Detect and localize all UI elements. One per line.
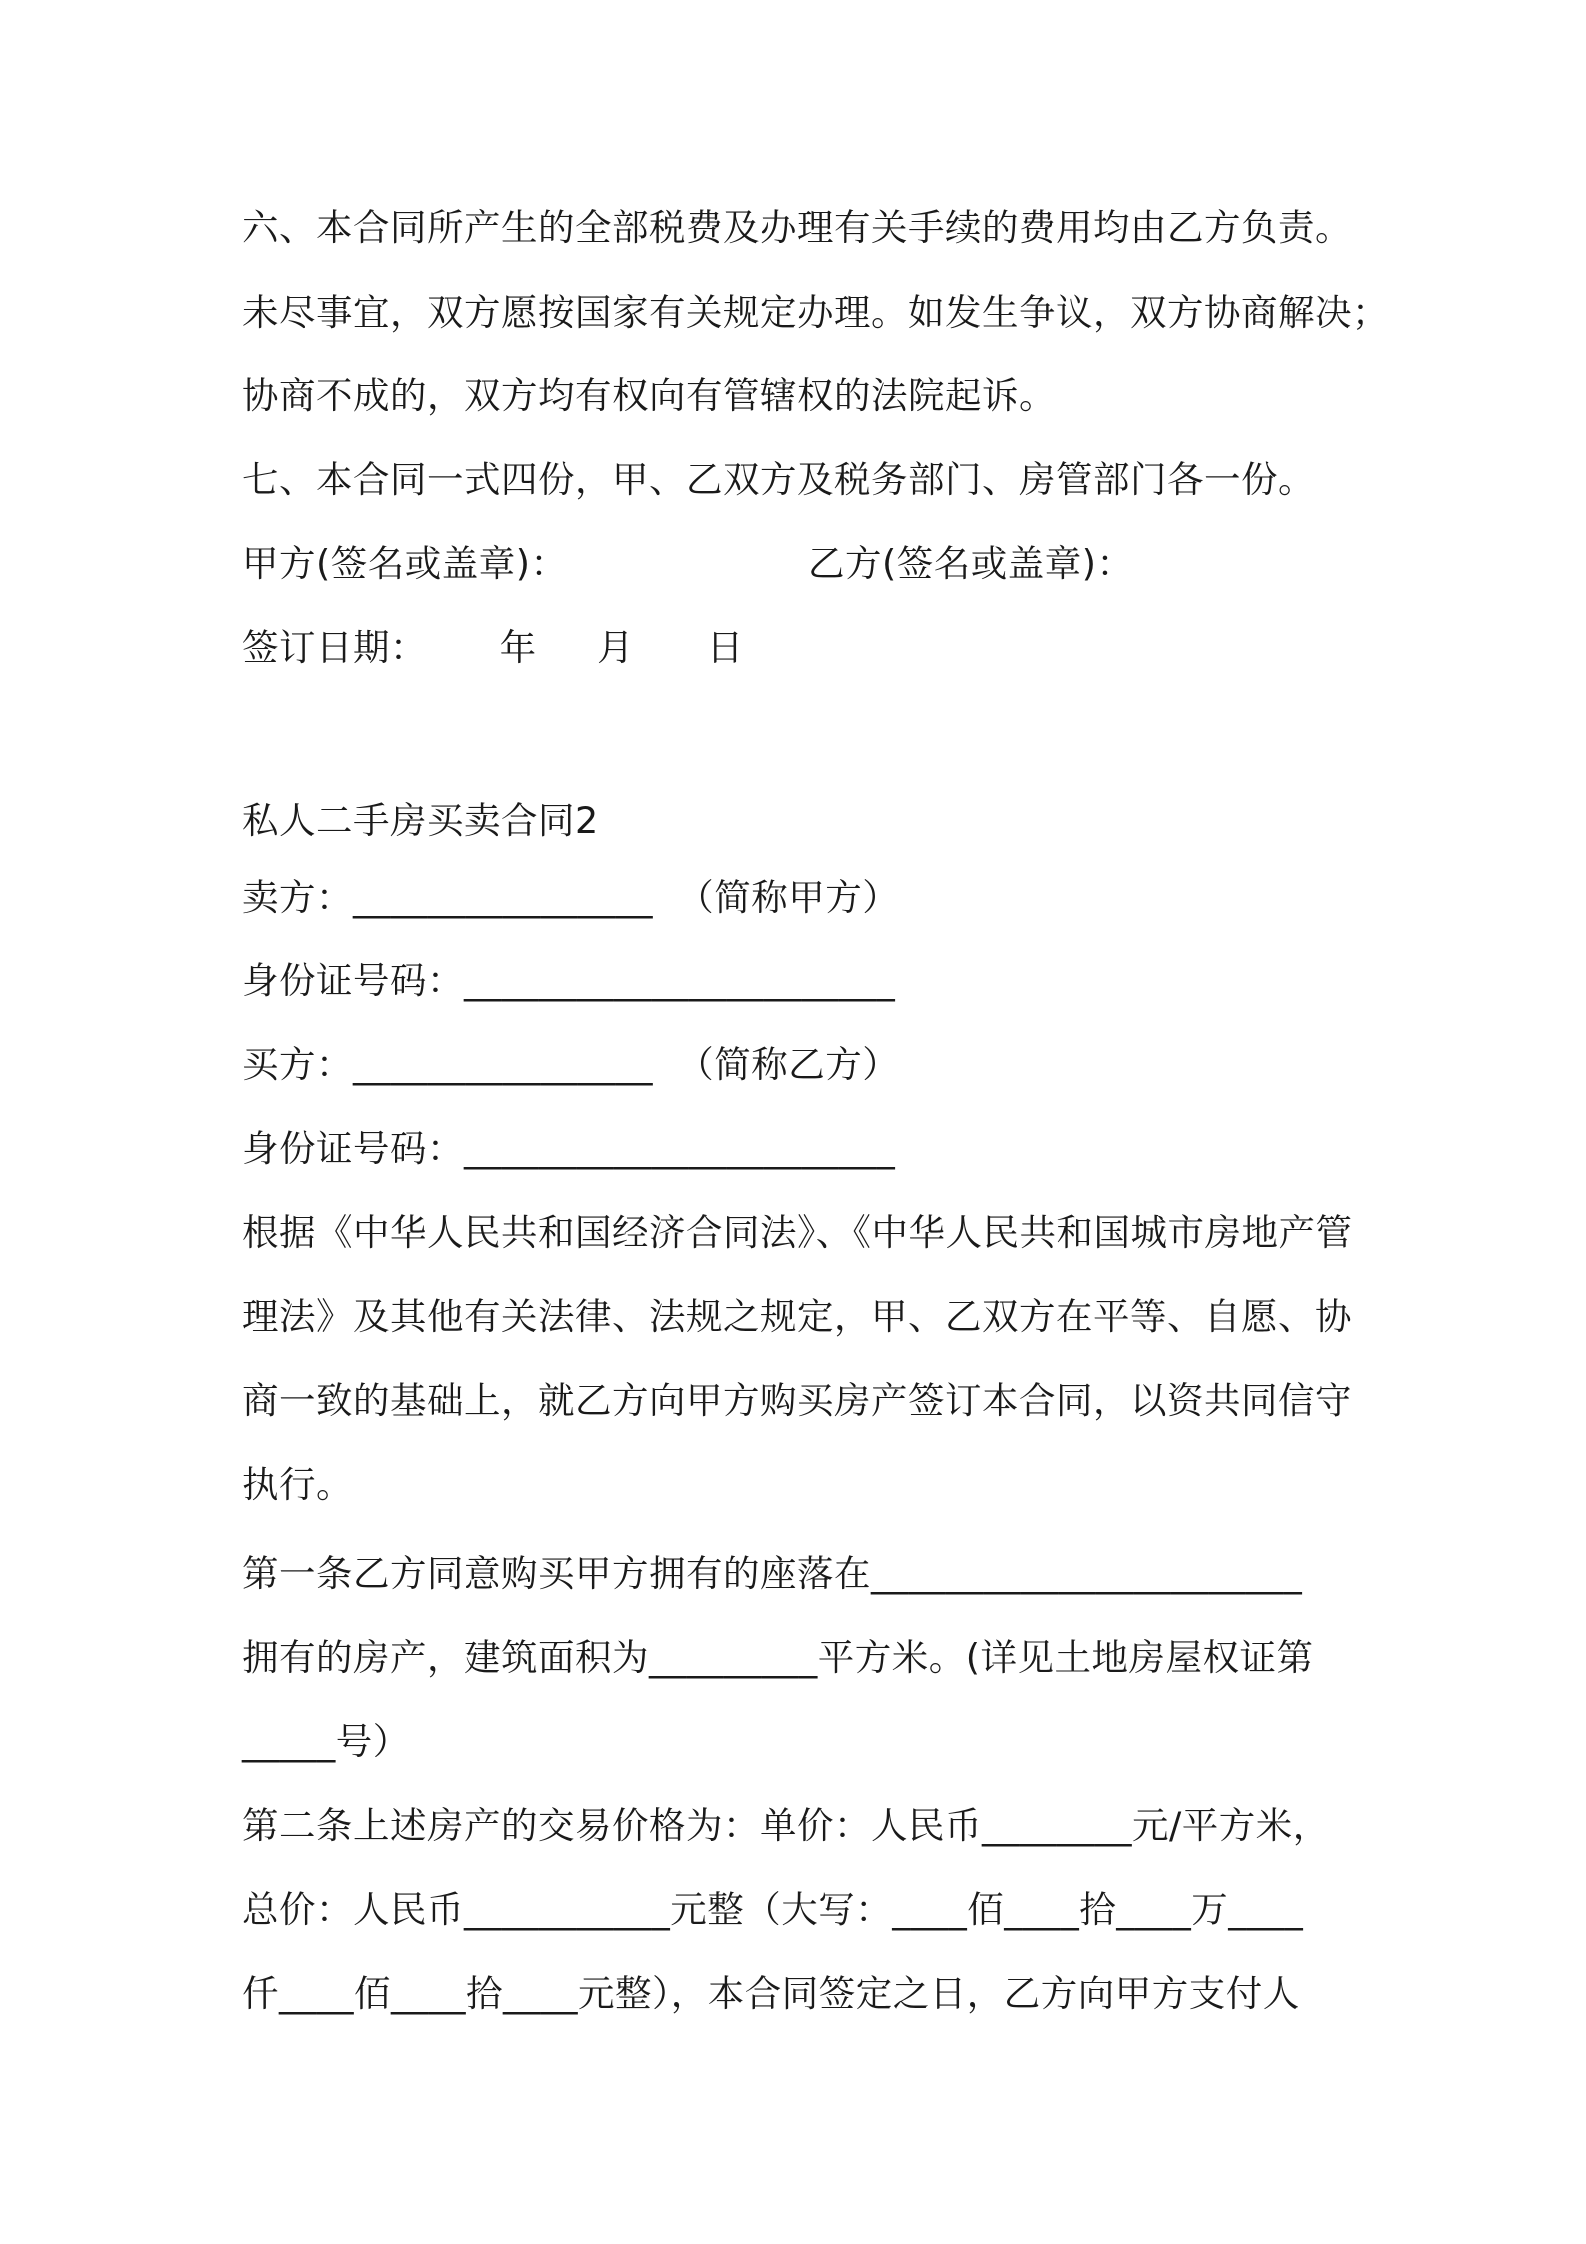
clause-seven-line: 七、本合同一式四份，甲、乙双方及税务部门、房管部门各一份。	[242, 458, 1315, 501]
signing-date: 签订日期： 年 月 日	[242, 626, 744, 669]
contract-title: 私人二手房买卖合同2	[242, 799, 599, 842]
preamble-line-3: 商一致的基础上，就乙方向甲方购买房产签订本合同，以资共同信守	[242, 1379, 1352, 1422]
buyer-id-line: 身份证号码：_______________________	[242, 1127, 896, 1170]
clause-six-line-2: 未尽事宜，双方愿按国家有关规定办理。如发生争议，双方协商解决；	[242, 291, 1389, 334]
article-one-line-1: 第一条乙方同意购买甲方拥有的座落在_______________________	[242, 1552, 1303, 1595]
preamble-line-4: 执行。	[242, 1463, 353, 1506]
seller-line: 卖方：________________ （简称甲方）	[242, 876, 900, 919]
seller-id-line: 身份证号码：_______________________	[242, 959, 896, 1002]
buyer-line: 买方：________________ （简称乙方）	[242, 1043, 900, 1086]
preamble-line-2: 理法》及其他有关法律、法规之规定，甲、乙双方在平等、自愿、协	[242, 1295, 1352, 1338]
article-two-line-1: 第二条上述房产的交易价格为：单价：人民币________元/平方米，	[242, 1804, 1330, 1847]
clause-six-line-3: 协商不成的，双方均有权向有管辖权的法院起诉。	[242, 374, 1056, 417]
article-two-line-2: 总价：人民币___________元整（大写：____佰____拾____万____	[242, 1888, 1304, 1931]
preamble-line-1: 根据《中华人民共和国经济合同法》、《中华人民共和国城市房地产管	[242, 1211, 1353, 1254]
article-one-line-3: _____号）	[242, 1720, 410, 1763]
article-two-line-3: 仟____佰____拾____元整），本合同签定之日，乙方向甲方支付人	[242, 1972, 1300, 2015]
article-one-line-2: 拥有的房产，建筑面积为_________平方米。(详见土地房屋权证第	[242, 1636, 1314, 1679]
signature-party-b: 乙方(签名或盖章)：	[808, 542, 1134, 585]
clause-six-line-1: 六、本合同所产生的全部税费及办理有关手续的费用均由乙方负责。	[242, 206, 1352, 249]
signature-party-a: 甲方(签名或盖章)：	[242, 542, 568, 585]
